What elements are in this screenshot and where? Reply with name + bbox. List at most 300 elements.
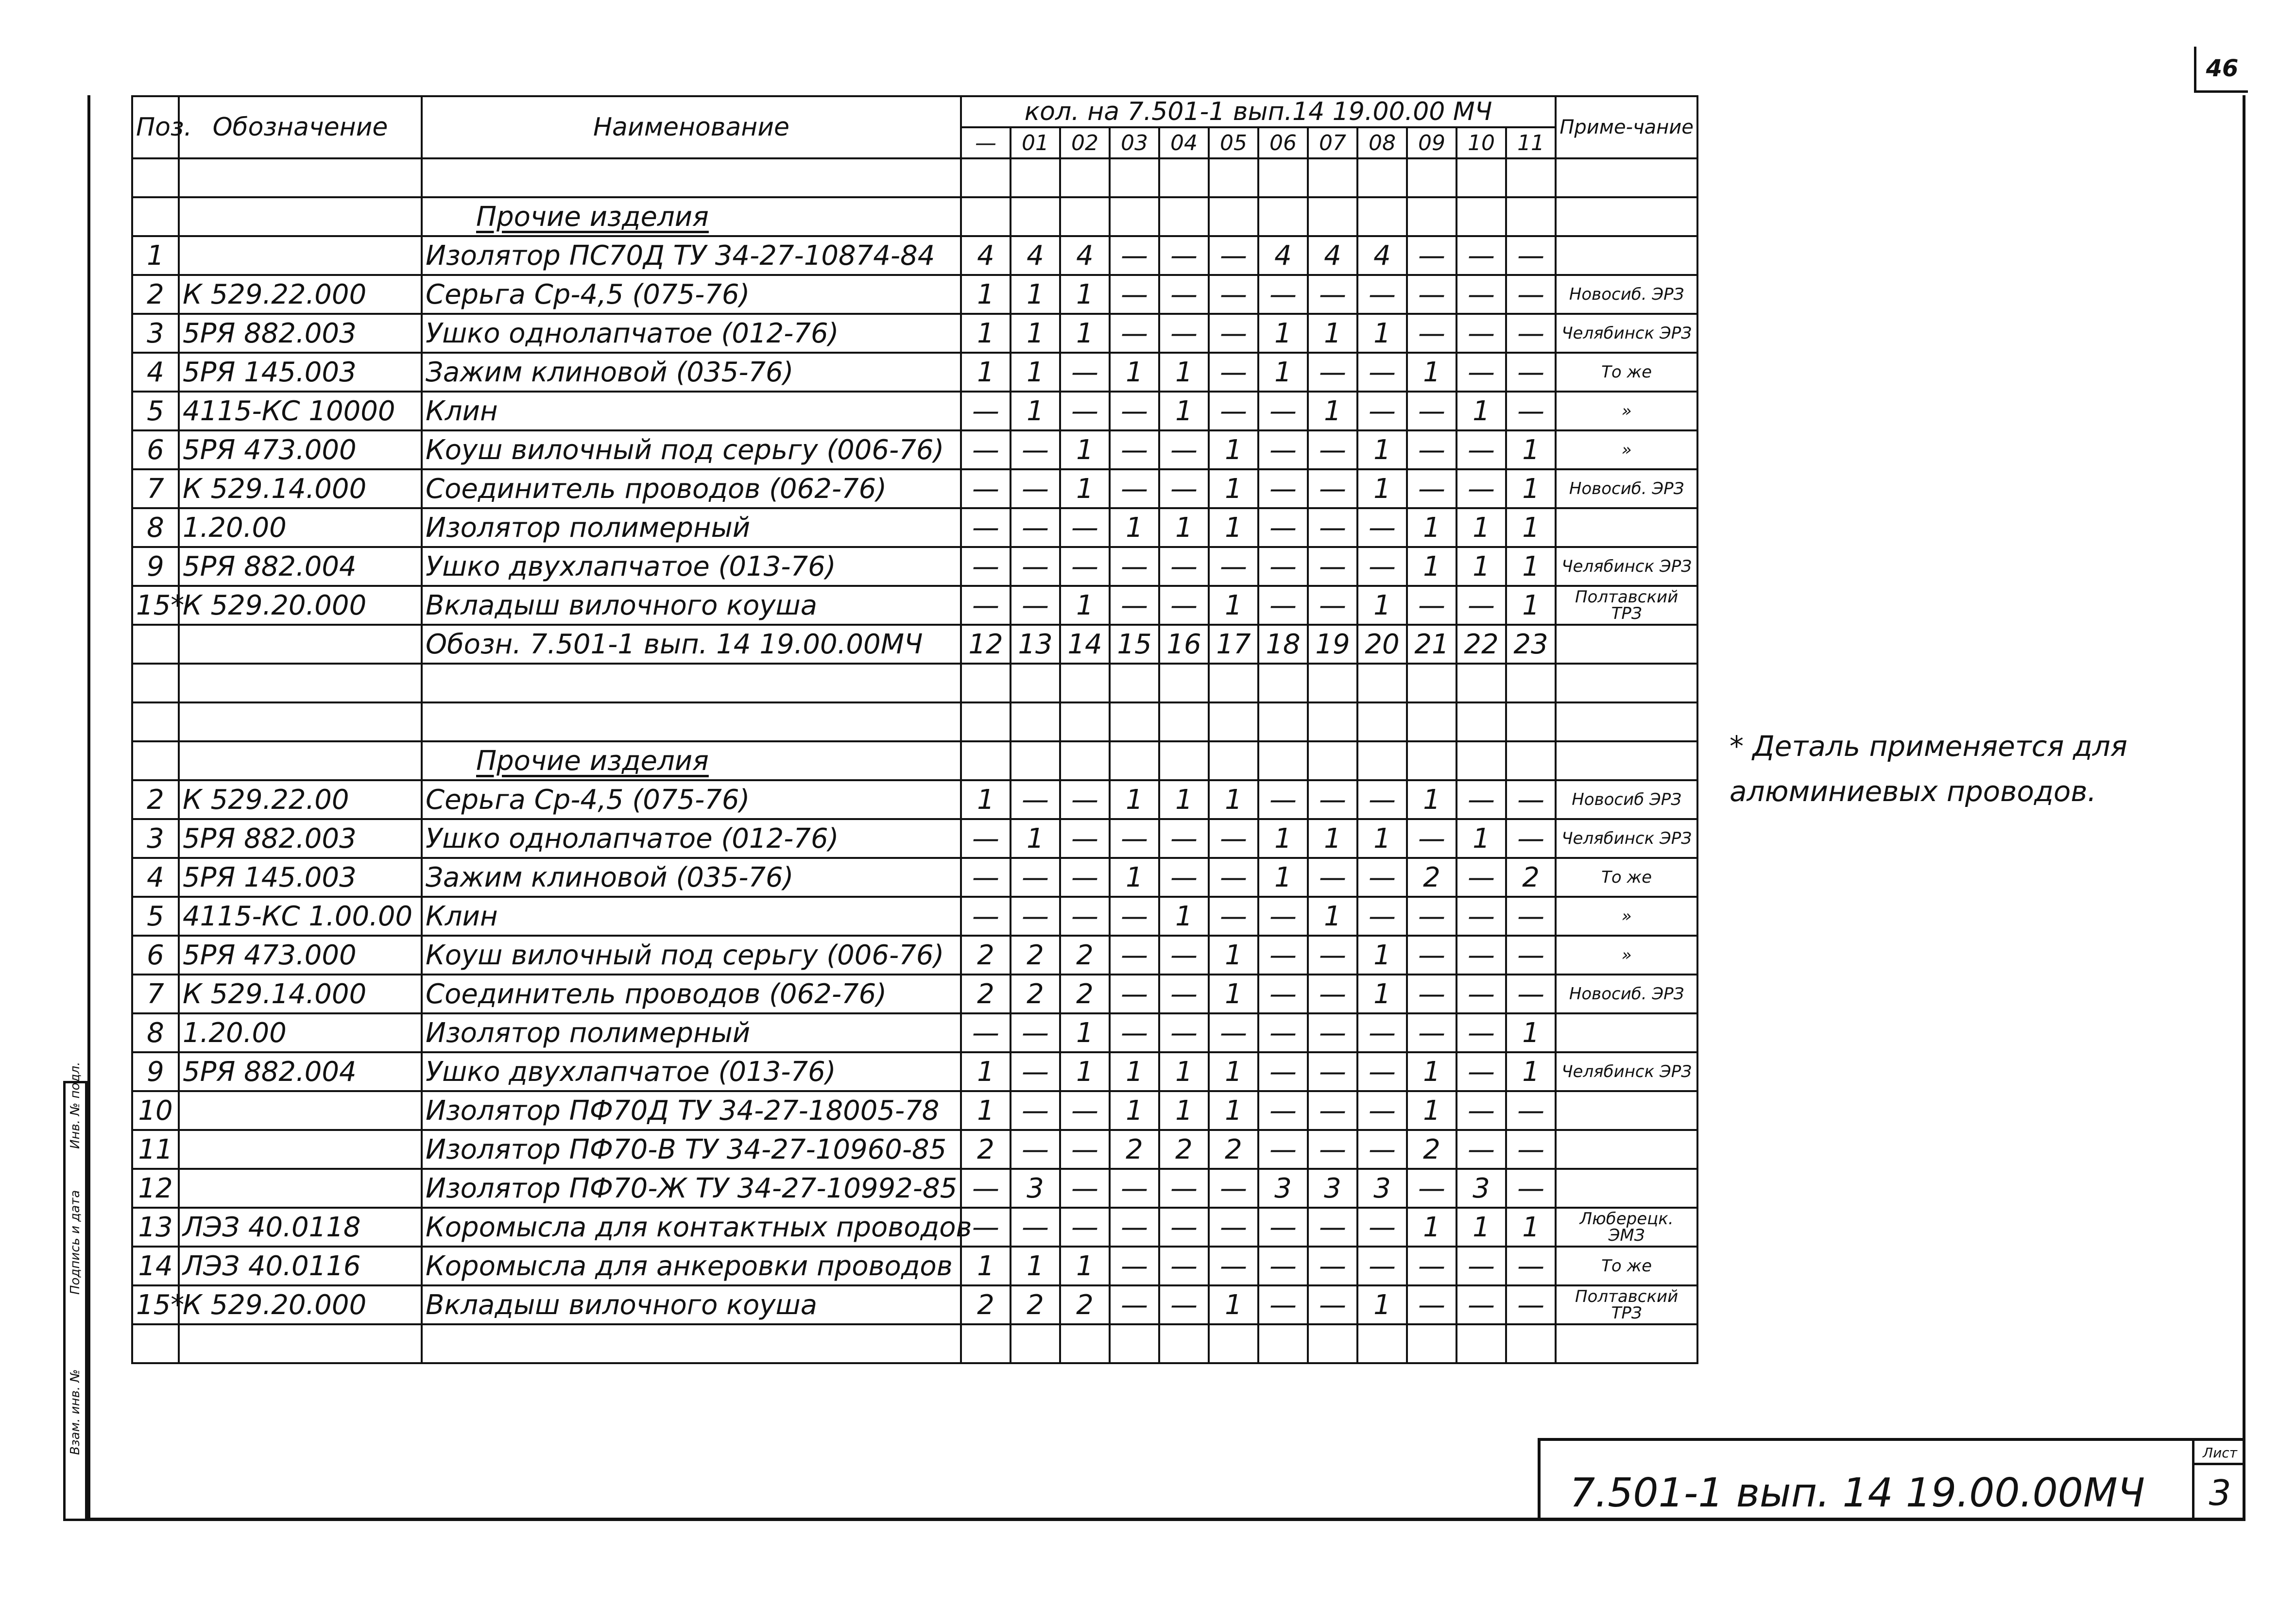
sheet-number: 3 (2192, 1465, 2245, 1521)
row-designation: 5РЯ 882.004 (179, 1052, 422, 1091)
empty-cell (1209, 1324, 1258, 1363)
row-name: Изолятор полимерный (422, 508, 961, 547)
row-qty: — (1308, 1091, 1357, 1130)
row-qty: — (1159, 1208, 1209, 1247)
row-qty: — (1407, 1285, 1456, 1324)
header-column-9: 09 (1407, 127, 1456, 158)
empty-cell (1060, 158, 1110, 197)
row-qty: — (1110, 897, 1159, 936)
row-qty: 2 (1159, 1130, 1209, 1169)
row-qty: 4 (1357, 236, 1407, 275)
side-note: * Деталь применяется для алюминиевых проводов. (1730, 730, 2127, 808)
table-row (132, 197, 1697, 236)
row-pos: 15* (132, 586, 179, 625)
empty-cell (1308, 1324, 1357, 1363)
row-designation: 5РЯ 473.000 (179, 430, 422, 469)
row-qty: — (1456, 975, 1506, 1013)
row-qty: — (1506, 314, 1556, 353)
row-qty: 1 (1506, 508, 1556, 547)
header-column-3: 03 (1110, 127, 1159, 158)
row-qty: — (1011, 547, 1060, 586)
row-pos: 7 (132, 469, 179, 508)
empty-cell (132, 741, 179, 780)
empty-cell (1060, 741, 1110, 780)
empty-cell (1011, 702, 1060, 741)
row-qty: — (1506, 897, 1556, 936)
row-qty: 1 (1110, 508, 1159, 547)
empty-cell (1407, 197, 1456, 236)
row-name: Зажим клиновой (035-76) (422, 353, 961, 392)
variant-column-number: 15 (1110, 625, 1159, 664)
row-qty: 2 (1060, 936, 1110, 975)
row-qty: — (1308, 1052, 1357, 1091)
row-qty: — (1407, 275, 1456, 314)
row-qty: — (961, 508, 1011, 547)
document-designation: 7.501-1 вып. 14 19.00.00МЧ (1570, 1470, 2145, 1516)
row-qty: — (1506, 392, 1556, 430)
table-row (132, 1013, 1697, 1052)
row-qty: — (1357, 1208, 1407, 1247)
row-qty: 1 (961, 1247, 1011, 1285)
row-note: Полтавский ТРЗ (1556, 1285, 1697, 1324)
row-name: Коромысла для анкеровки проводов (422, 1247, 961, 1285)
row-qty: 1 (1209, 586, 1258, 625)
empty-cell (422, 158, 961, 197)
row-qty: — (1407, 1169, 1456, 1208)
table-row (132, 664, 1697, 702)
row-name: Ушко двухлапчатое (013-76) (422, 1052, 961, 1091)
row-pos: 15* (132, 1285, 179, 1324)
empty-cell (1407, 158, 1456, 197)
row-qty: — (1258, 469, 1308, 508)
row-qty: — (1308, 430, 1357, 469)
row-pos: 7 (132, 975, 179, 1013)
table-row (132, 430, 1697, 469)
row-qty: 1 (1506, 547, 1556, 586)
empty-cell (1209, 741, 1258, 780)
row-qty: 1 (1060, 469, 1110, 508)
row-designation: 5РЯ 473.000 (179, 936, 422, 975)
empty-cell (1258, 158, 1308, 197)
row-qty: — (1407, 586, 1456, 625)
empty-cell (132, 1324, 179, 1363)
row-qty: 1 (1357, 586, 1407, 625)
row-qty: — (1011, 1208, 1060, 1247)
section-heading-text: Прочие изделия (476, 745, 709, 777)
row-qty: — (1159, 819, 1209, 858)
row-qty: — (1506, 1130, 1556, 1169)
row-qty: — (1456, 314, 1506, 353)
row-designation: К 529.20.000 (179, 586, 422, 625)
row-qty: — (1258, 586, 1308, 625)
header-column-7: 07 (1308, 127, 1357, 158)
row-qty: 1 (1060, 1052, 1110, 1091)
table-row (132, 625, 1697, 664)
row-qty: 2 (961, 1130, 1011, 1169)
row-designation: 5РЯ 882.004 (179, 547, 422, 586)
row-qty: 1 (1407, 508, 1456, 547)
row-qty: 1 (1011, 819, 1060, 858)
section-heading (422, 197, 961, 236)
row-qty: — (1456, 586, 1506, 625)
row-qty: — (1060, 1208, 1110, 1247)
row-qty: — (1506, 975, 1556, 1013)
row-name: Изолятор ПС70Д ТУ 34-27-10874-84 (422, 236, 961, 275)
row-pos: 9 (132, 1052, 179, 1091)
row-qty: 1 (1308, 897, 1357, 936)
row-note: Новосиб ЭРЗ (1556, 780, 1697, 819)
row-note: Челябинск ЭРЗ (1556, 547, 1697, 586)
row-note: » (1556, 392, 1697, 430)
header-column-4: 04 (1159, 127, 1209, 158)
row-qty: — (1011, 1091, 1060, 1130)
row-qty: 1 (1357, 936, 1407, 975)
row-qty: — (1209, 897, 1258, 936)
row-designation (179, 1091, 422, 1130)
empty-cell (132, 664, 179, 702)
table-row (132, 936, 1697, 975)
row-qty: 2 (961, 936, 1011, 975)
row-qty: 1 (1308, 314, 1357, 353)
row-qty: — (1308, 1247, 1357, 1285)
row-qty: — (1357, 858, 1407, 897)
row-qty: — (1357, 353, 1407, 392)
row-qty: 2 (1110, 1130, 1159, 1169)
row-qty: — (1110, 1285, 1159, 1324)
empty-cell (1258, 741, 1308, 780)
row-qty: — (1456, 236, 1506, 275)
row-qty: — (961, 392, 1011, 430)
row-qty: 1 (1159, 1091, 1209, 1130)
row-qty: 1 (1110, 1091, 1159, 1130)
row-name: Серьга Ср-4,5 (075-76) (422, 275, 961, 314)
row-qty: — (1456, 1091, 1506, 1130)
table-row (132, 741, 1697, 780)
row-note: » (1556, 430, 1697, 469)
empty-cell (1357, 664, 1407, 702)
header-note: Приме-чание (1556, 96, 1697, 158)
row-qty: 2 (1506, 858, 1556, 897)
row-pos: 3 (132, 819, 179, 858)
row-note: Челябинск ЭРЗ (1556, 819, 1697, 858)
row-qty: — (1209, 1013, 1258, 1052)
row-qty: 1 (1110, 353, 1159, 392)
header-pos: Поз. (132, 96, 179, 158)
header-designation: Обозначение (179, 96, 422, 158)
row-note (1556, 1091, 1697, 1130)
empty-cell (179, 1324, 422, 1363)
header-column-11: 11 (1506, 127, 1556, 158)
row-qty: — (1407, 314, 1456, 353)
row-qty: — (1357, 897, 1407, 936)
row-qty: — (1209, 275, 1258, 314)
row-qty: 1 (1407, 1208, 1456, 1247)
row-qty: 3 (1258, 1169, 1308, 1208)
row-qty: — (961, 430, 1011, 469)
empty-cell (1407, 1324, 1456, 1363)
row-pos: 2 (132, 275, 179, 314)
table-row (132, 508, 1697, 547)
empty-cell (1308, 664, 1357, 702)
empty-cell (1357, 702, 1407, 741)
row-designation (179, 1169, 422, 1208)
row-designation: 4115-КС 1.00.00 (179, 897, 422, 936)
row-pos: 5 (132, 392, 179, 430)
row-qty: — (1308, 780, 1357, 819)
row-qty: — (1011, 430, 1060, 469)
row-name: Ушко двухлапчатое (013-76) (422, 547, 961, 586)
row-qty: 1 (961, 275, 1011, 314)
empty-cell (1060, 1324, 1110, 1363)
row-qty: — (1308, 975, 1357, 1013)
empty-cell (1258, 702, 1308, 741)
row-qty: 1 (961, 780, 1011, 819)
header-name: Наименование (422, 96, 961, 158)
empty-cell (1011, 1324, 1060, 1363)
row-qty: 1 (1110, 858, 1159, 897)
table-row (132, 1091, 1697, 1130)
header-column-2: 02 (1060, 127, 1110, 158)
row-qty: — (1209, 314, 1258, 353)
empty-cell (1357, 1324, 1407, 1363)
row-qty: — (1011, 469, 1060, 508)
row-qty: 2 (1407, 1130, 1456, 1169)
row-qty: 4 (1308, 236, 1357, 275)
row-qty: — (1258, 936, 1308, 975)
table-row (132, 275, 1697, 314)
row-qty: — (1407, 1013, 1456, 1052)
row-qty: — (1456, 897, 1506, 936)
empty-cell (1456, 1324, 1506, 1363)
row-qty: — (1110, 975, 1159, 1013)
row-qty: 1 (1110, 780, 1159, 819)
row-note (1556, 508, 1697, 547)
row-qty: — (961, 897, 1011, 936)
row-qty: — (1308, 858, 1357, 897)
row-note: Челябинск ЭРЗ (1556, 314, 1697, 353)
row-qty: 1 (1060, 1247, 1110, 1285)
row-qty: 1 (1258, 353, 1308, 392)
table-row (132, 1324, 1697, 1363)
row-qty: 1 (1159, 780, 1209, 819)
row-qty: — (1456, 858, 1506, 897)
row-note (1556, 1169, 1697, 1208)
row-qty: 2 (1060, 975, 1110, 1013)
row-qty: — (1407, 975, 1456, 1013)
row-name: Коромысла для контактных проводов (422, 1208, 961, 1247)
row-qty: — (1060, 1169, 1110, 1208)
row-name: Серьга Ср-4,5 (075-76) (422, 780, 961, 819)
stamp-strip (63, 1061, 87, 1521)
empty-cell (422, 702, 961, 741)
row-qty: — (1357, 1052, 1407, 1091)
row-qty: 1 (1506, 1208, 1556, 1247)
row-qty: — (1159, 236, 1209, 275)
table-body (132, 158, 1697, 1363)
row-qty: 1 (1506, 586, 1556, 625)
row-qty: — (1456, 780, 1506, 819)
table-row (132, 1169, 1697, 1208)
row-qty: — (1209, 236, 1258, 275)
row-qty: 1 (1357, 469, 1407, 508)
row-qty: — (1011, 1013, 1060, 1052)
empty-cell (1159, 158, 1209, 197)
row-pos: 14 (132, 1247, 179, 1285)
row-note: Челябинск ЭРЗ (1556, 1052, 1697, 1091)
empty-cell (1556, 741, 1697, 780)
row-qty: — (1407, 936, 1456, 975)
row-qty: — (1258, 1091, 1308, 1130)
empty-cell (132, 197, 179, 236)
row-qty: 1 (1506, 1013, 1556, 1052)
row-qty: 1 (1209, 508, 1258, 547)
empty-cell (1357, 197, 1407, 236)
variant-column-number: 12 (961, 625, 1011, 664)
row-qty: 4 (1258, 236, 1308, 275)
row-note: Новосиб. ЭРЗ (1556, 275, 1697, 314)
empty-cell (1456, 741, 1506, 780)
row-pos: 8 (132, 1013, 179, 1052)
empty-cell (1556, 702, 1697, 741)
empty-cell (132, 158, 179, 197)
row-pos: 13 (132, 1208, 179, 1247)
row-qty: 1 (1456, 392, 1506, 430)
sheet-label: Лист (2192, 1441, 2245, 1465)
row-qty: — (1011, 858, 1060, 897)
row-qty: 1 (1011, 392, 1060, 430)
empty-cell (1357, 741, 1407, 780)
empty-cell (179, 664, 422, 702)
row-designation: К 529.22.00 (179, 780, 422, 819)
row-qty: — (1506, 1285, 1556, 1324)
row-qty: 1 (1506, 1052, 1556, 1091)
row-pos: 3 (132, 314, 179, 353)
row-qty: 1 (1209, 1091, 1258, 1130)
table-row (132, 314, 1697, 353)
row-qty: — (1258, 275, 1308, 314)
row-designation: 5РЯ 882.003 (179, 819, 422, 858)
row-qty: 2 (1407, 858, 1456, 897)
row-qty: 2 (1011, 975, 1060, 1013)
row-qty: — (1506, 780, 1556, 819)
row-qty: — (1209, 819, 1258, 858)
empty-cell (1258, 1324, 1308, 1363)
row-designation: ЛЭЗ 40.0116 (179, 1247, 422, 1285)
row-qty: 2 (1011, 1285, 1060, 1324)
table-row (132, 897, 1697, 936)
empty-cell (1506, 1324, 1556, 1363)
row-qty: — (1209, 1247, 1258, 1285)
empty-cell (1506, 664, 1556, 702)
row-qty: 1 (961, 314, 1011, 353)
row-designation (179, 1130, 422, 1169)
empty-cell (1506, 158, 1556, 197)
variant-column-number: 20 (1357, 625, 1407, 664)
table-row (132, 819, 1697, 858)
row-qty: — (1258, 1247, 1308, 1285)
row-qty: 1 (1209, 780, 1258, 819)
row-qty: 1 (1209, 469, 1258, 508)
empty-cell (1308, 741, 1357, 780)
row-pos: 12 (132, 1169, 179, 1208)
row-pos: 8 (132, 508, 179, 547)
specification-table (131, 95, 1698, 1364)
row-qty: — (1456, 1013, 1506, 1052)
empty-cell (1110, 741, 1159, 780)
row-qty: — (1209, 858, 1258, 897)
table-row (132, 469, 1697, 508)
row-qty: 1 (961, 1091, 1011, 1130)
empty-cell (1407, 741, 1456, 780)
row-qty: — (961, 547, 1011, 586)
row-qty: — (1506, 236, 1556, 275)
header-column-8: 08 (1357, 127, 1407, 158)
row-name: Изолятор ПФ70-В ТУ 34-27-10960-85 (422, 1130, 961, 1169)
row-qty: 4 (961, 236, 1011, 275)
empty-cell (1159, 1324, 1209, 1363)
row-qty: — (1060, 353, 1110, 392)
row-qty: 1 (1060, 275, 1110, 314)
row-qty: 2 (1011, 936, 1060, 975)
row-name: Соединитель проводов (062-76) (422, 975, 961, 1013)
row-qty: — (1060, 392, 1110, 430)
row-name: Ушко однолапчатое (012-76) (422, 819, 961, 858)
row-qty: — (1060, 1130, 1110, 1169)
row-qty: — (1110, 819, 1159, 858)
row-qty: — (961, 858, 1011, 897)
row-qty: — (1407, 236, 1456, 275)
page-number: 46 (2194, 47, 2248, 93)
row-note: То же (1556, 353, 1697, 392)
row-note: » (1556, 897, 1697, 936)
row-qty: 2 (1209, 1130, 1258, 1169)
empty-cell (1456, 664, 1506, 702)
table-row (132, 586, 1697, 625)
row-qty: — (1060, 508, 1110, 547)
stamp-strip-label: Инв. № подл. (68, 1061, 83, 1149)
row-qty: — (1110, 314, 1159, 353)
empty-cell (1159, 197, 1209, 236)
row-qty: — (1110, 430, 1159, 469)
row-qty: — (1308, 275, 1357, 314)
stamp-strip-label: Взам. инв. № (68, 1369, 83, 1455)
row-qty: — (1357, 1247, 1407, 1285)
row-pos: 5 (132, 897, 179, 936)
row-qty: — (1407, 430, 1456, 469)
row-name: Клин (422, 897, 961, 936)
row-qty: — (1357, 275, 1407, 314)
row-qty: 1 (1456, 547, 1506, 586)
header-column-1: 01 (1011, 127, 1060, 158)
row-qty: 1 (1060, 314, 1110, 353)
row-qty: — (1011, 897, 1060, 936)
row-qty: — (1308, 353, 1357, 392)
row-qty: 1 (1506, 430, 1556, 469)
empty-cell (1308, 702, 1357, 741)
empty-cell (422, 664, 961, 702)
row-designation: К 529.22.000 (179, 275, 422, 314)
row-qty: — (1258, 1130, 1308, 1169)
row-qty: — (1456, 430, 1506, 469)
variant-designation: Обозн. 7.501-1 вып. 14 19.00.00МЧ (422, 625, 961, 664)
row-qty: 1 (1357, 819, 1407, 858)
row-qty: — (1506, 353, 1556, 392)
row-designation: К 529.14.000 (179, 469, 422, 508)
row-qty: 1 (961, 1052, 1011, 1091)
row-qty: — (1011, 780, 1060, 819)
row-qty: — (1159, 469, 1209, 508)
row-qty: — (1159, 430, 1209, 469)
